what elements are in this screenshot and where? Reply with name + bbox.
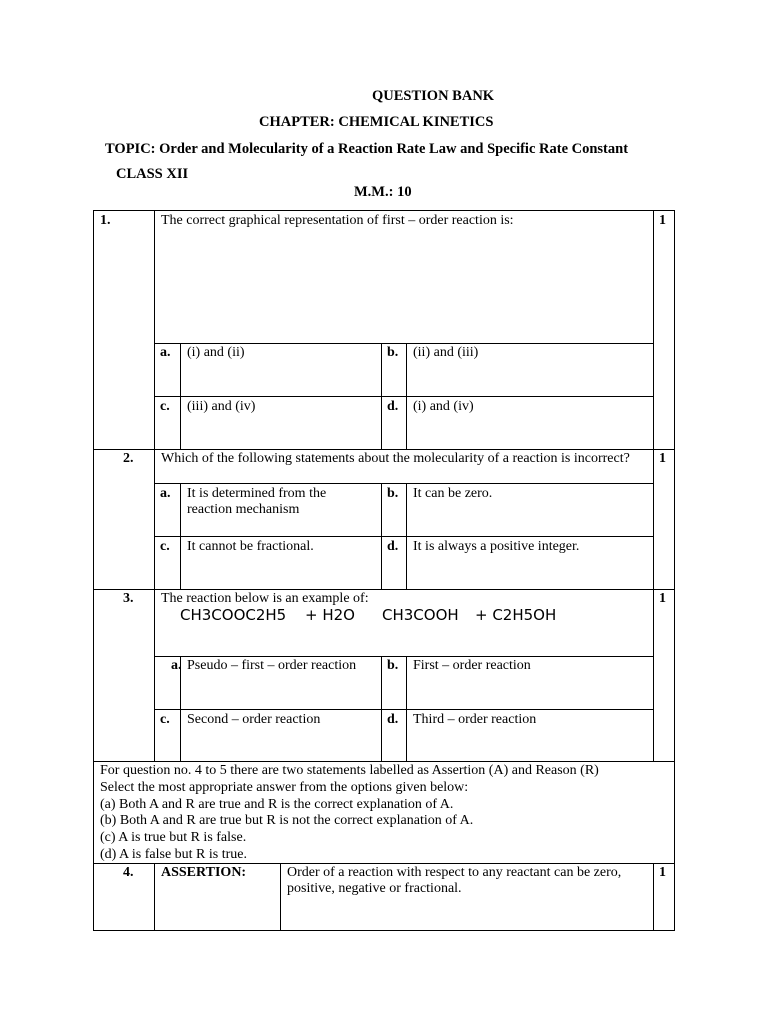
instruction-line: Select the most appropriate answer from the options given below: [100, 779, 469, 795]
option-text: (iii) and (iv) [187, 399, 256, 414]
instruction-option: (a) Both A and R are true and R is the correct explanation of A. [100, 796, 454, 812]
option-label: b. [387, 345, 399, 360]
question-marks: 1 [659, 451, 666, 466]
question-number: 2. [123, 451, 134, 466]
assertion-label: ASSERTION: [161, 865, 247, 880]
equation-product: CH3COOH [382, 606, 459, 624]
option-label: d. [387, 399, 399, 414]
option-label: a. [160, 345, 171, 360]
question-marks: 1 [659, 591, 666, 606]
question-text: The correct graphical representation of first – order reaction is: [161, 213, 514, 228]
option-text: Second – order reaction [187, 712, 321, 727]
option-text: It can be zero. [413, 486, 493, 501]
option-label: b. [387, 658, 399, 673]
option-label: c. [160, 712, 170, 727]
option-label: c. [160, 539, 170, 554]
option-text: Pseudo – first – order reaction [187, 658, 357, 673]
option-label: b. [387, 486, 399, 501]
option-text: Third – order reaction [413, 712, 537, 727]
option-text: It is determined from the reaction mechanism [187, 486, 327, 517]
assertion-reason-instructions [100, 763, 672, 864]
equation-reactant: + H2O [305, 606, 355, 624]
option-text: First – order reaction [413, 658, 531, 673]
chapter-heading: CHAPTER: CHEMICAL KINETICS [259, 114, 494, 130]
instruction-option: (c) A is true but R is false. [100, 830, 247, 846]
topic-heading: TOPIC: Order and Molecularity of a Reaction Rate Law and Specific Rate Constant [105, 141, 629, 157]
doc-title: QUESTION BANK [372, 88, 495, 104]
question-marks: 1 [659, 213, 666, 228]
equation-product: + C2H5OH [475, 606, 557, 624]
assertion-text: Order of a reaction with respect to any reactant can be zero, positive, negative or fractional. [287, 865, 622, 896]
option-label: a. [171, 658, 182, 673]
option-text: It cannot be fractional. [187, 539, 314, 554]
option-label: a. [160, 486, 171, 501]
option-label: d. [387, 539, 399, 554]
equation-reactant: CH3COOC2H5 [180, 606, 287, 624]
option-text: (i) and (ii) [187, 345, 245, 360]
instruction-option: (b) Both A and R are true but R is not the correct explanation of A. [100, 813, 474, 829]
question-text: Which of the following statements about the molecularity of a reaction is incorrect? [161, 451, 630, 466]
class-heading: CLASS XII [116, 166, 189, 182]
question-number: 1. [100, 213, 111, 228]
instruction-option: (d) A is false but R is true. [100, 846, 247, 862]
question-number: 3. [123, 591, 134, 606]
option-label: c. [160, 399, 170, 414]
option-text: It is always a positive integer. [413, 539, 580, 554]
question-number: 4. [123, 865, 134, 880]
max-marks: M.M.: 10 [354, 184, 412, 200]
option-text: (i) and (iv) [413, 399, 474, 414]
instruction-line: For question no. 4 to 5 there are two statements labelled as Assertion (A) and Reason (R) [100, 763, 599, 778]
option-text: (ii) and (iii) [413, 345, 479, 360]
question-marks: 1 [659, 865, 666, 880]
option-label: d. [387, 712, 399, 727]
question-text: The reaction below is an example of: [161, 591, 369, 606]
